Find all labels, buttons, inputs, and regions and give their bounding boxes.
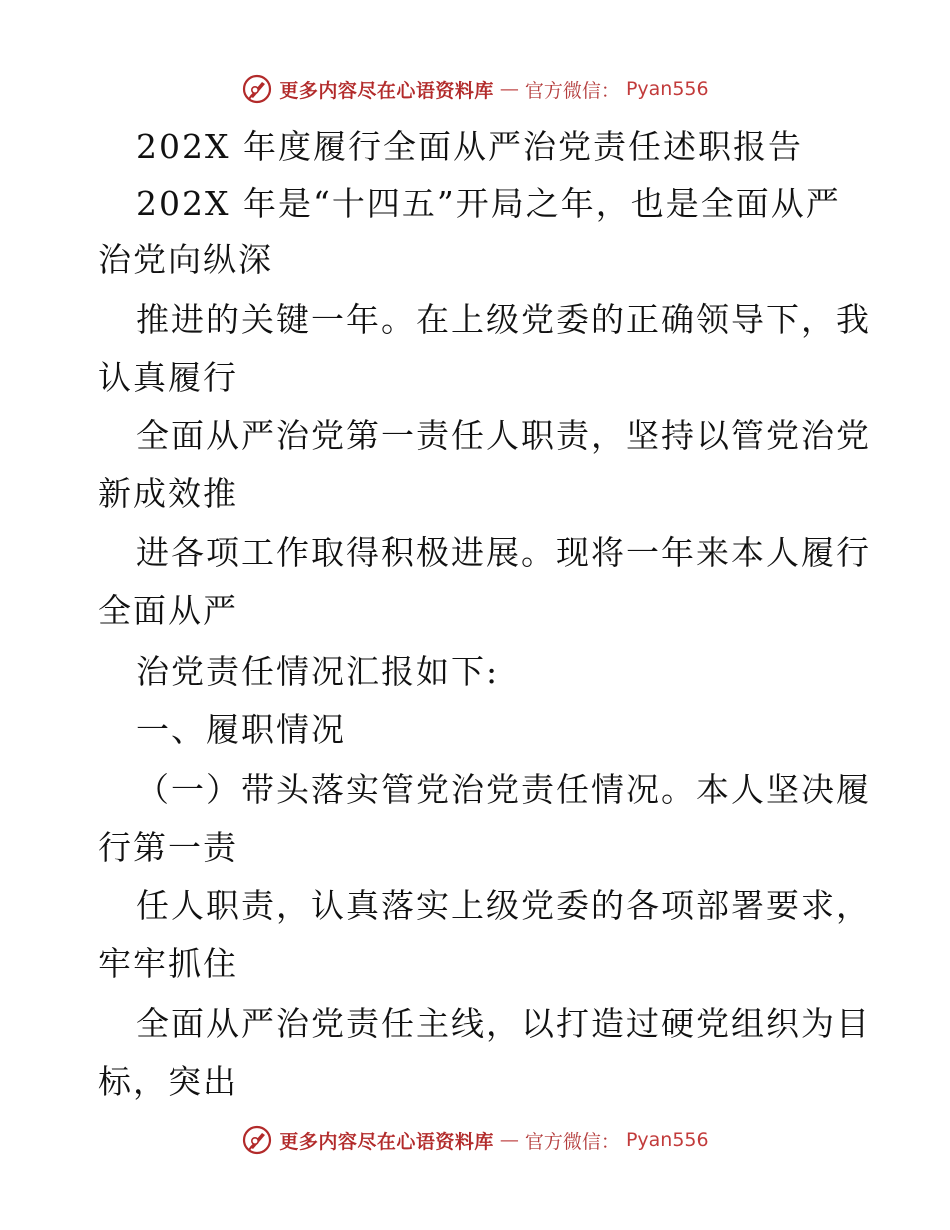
paragraph-line: 牢牢抓住 [98, 944, 238, 983]
header-watermark-banner [0, 71, 950, 107]
paragraph-line: 全面从严治党责任主线，以打造过硬党组织为目 [136, 1004, 871, 1043]
paragraph-line: 任人职责，认真落实上级党委的各项部署要求， [136, 886, 871, 925]
paragraph-line: 治党责任情况汇报如下: [136, 652, 500, 691]
paragraph-line: 标，突出 [98, 1062, 238, 1101]
paragraph-line: （一）带头落实管党治党责任情况。本人坚决履 [136, 770, 871, 809]
paragraph-line: 202X 年是“十四五”开局之年，也是全面从严 [136, 184, 841, 223]
watermark-wechat-id: Pyan556 [625, 1129, 709, 1151]
watermark-separator: — [499, 78, 519, 100]
paragraph-line: 行第一责 [98, 828, 238, 867]
watermark-brand-text: 更多内容尽在心语资料库 [279, 79, 494, 102]
paragraph-line: 新成效推 [98, 474, 238, 513]
document-title: 202X 年度履行全面从严治党责任述职报告 [136, 127, 803, 166]
paragraph-line: 推进的关键一年。在上级党委的正确领导下，我 [136, 300, 871, 339]
quill-pen-logo-icon [241, 73, 273, 105]
watermark-wechat-label: 官方微信： [524, 1130, 620, 1153]
paragraph-line: 全面从严治党第一责任人职责，坚持以管党治党 [136, 416, 871, 455]
footer-watermark-banner [0, 1122, 950, 1158]
watermark-brand-text: 更多内容尽在心语资料库 [279, 1130, 494, 1153]
watermark-wechat-id: Pyan556 [625, 78, 709, 100]
paragraph-line: 全面从严 [98, 591, 238, 630]
paragraph-line: 认真履行 [98, 358, 238, 397]
paragraph-line: 进各项工作取得积极进展。现将一年来本人履行 [136, 533, 871, 572]
quill-pen-logo-icon [241, 1124, 273, 1156]
watermark-separator: — [499, 1129, 519, 1151]
section-heading: 一、履职情况 [136, 710, 346, 749]
paragraph-line: 治党向纵深 [98, 240, 273, 279]
watermark-wechat-label: 官方微信： [524, 79, 620, 102]
